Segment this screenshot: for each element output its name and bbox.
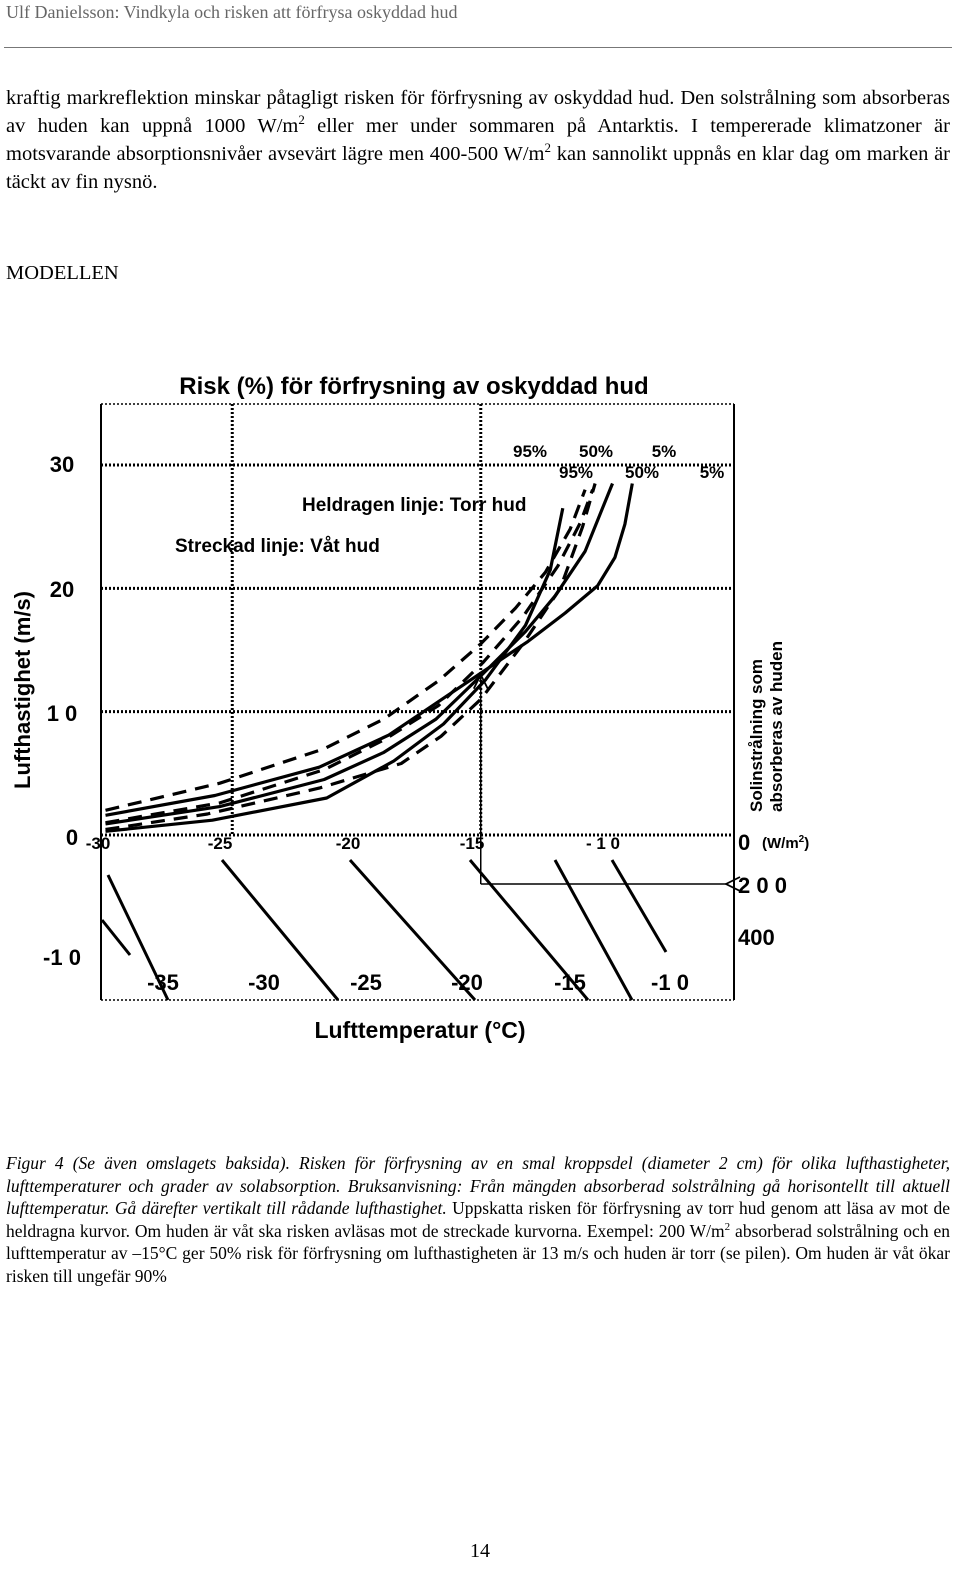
caption-lead: Figur 4 (Se även omslagets baksida). Risken för förfrysning av en smal kroppsdel (diameter 2 cm) för olika lufthastigheter, lufttemperaturer och grader av solabsorption. Bruksanvisning: Från mängden absorberad solstrålning gå horisontellt till aktuell lufttemperatur. Gå därefter vertikalt till rådande lufthastighet. (6, 1153, 950, 1218)
risk-chart (0, 360, 960, 1060)
caption-sup: 2 (724, 1220, 731, 1233)
y-tick-label: 30 (49, 452, 75, 477)
intro-sup-1: 2 (298, 112, 305, 128)
x-axis-label: Lufttemperatur (°C) (314, 1017, 526, 1043)
section-title: MODELLEN (6, 262, 119, 284)
radiation-diagonal (102, 920, 130, 955)
y-tick-labels (43, 452, 81, 970)
intro-text-3: kan sannolikt uppnås en klar dag om marken är täckt av fin nysnö. (6, 143, 950, 193)
risk-label-bottom: 50% (624, 463, 660, 482)
risk-label-top: 95% (512, 442, 548, 461)
curve-solid-50pct (106, 484, 613, 824)
x-tick-labels-outer (147, 970, 689, 995)
radiation-tick-label: 2 0 0 (738, 873, 787, 898)
x-tick-label-inner: -20 (335, 834, 361, 853)
risk-labels (513, 442, 724, 482)
intro-paragraph (6, 84, 950, 196)
legend-solid: Heldragen linje: Torr hud (302, 495, 527, 516)
x-tick-label-outer: -30 (248, 970, 280, 995)
radiation-tick-label: 400 (738, 925, 775, 950)
y-tick-label: -1 0 (43, 945, 81, 970)
x-tick-label-inner: - 1 0 (585, 834, 621, 853)
example-arrow (474, 675, 740, 891)
header-rule (4, 47, 952, 48)
radiation-tick-label: 0 (738, 830, 751, 855)
chart-title: Risk (%) för förfrysning av oskyddad hud (179, 373, 649, 400)
y-axis-label: Lufthastighet (m/s) (10, 591, 35, 789)
x-tick-label-inner: -30 (85, 834, 111, 853)
risk-label-top: 5% (651, 442, 677, 461)
caption-text-2: absorberad solstrålning och en lufttemperatur av –15°C ger 50% risk för förfrysning om lufthastigheten är 13 m/s och huden är torr (se pilen). Om huden är våt ökar risken till ungefär 90% (6, 1220, 950, 1286)
x-tick-label-outer: -35 (147, 970, 179, 995)
radiation-unit: $(W/m^2)$ (762, 834, 810, 852)
intro-text-2: eller mer under sommaren på Antarktis. I tempererade klimatzoner är motsvarande absorptionsnivåer avsevärt lägre men 400-500 W/m (6, 115, 950, 165)
risk-label-top: 50% (578, 442, 614, 461)
x-tick-label-outer: -25 (350, 970, 382, 995)
curve-solid-5pct (106, 484, 633, 816)
running-header: Ulf Danielsson: Vindkyla och risken att förfrysa oskyddad hud (6, 2, 458, 22)
x-tick-label-outer: -15 (554, 970, 586, 995)
y-tick-label: 0 (65, 825, 79, 850)
intro-text-1: kraftig markreflektion minskar påtagligt risken för förfrysning av oskyddad hud. Den solstrålning som absorberas av huden kan uppnå 1000 W/m (6, 87, 950, 137)
chart-frame (101, 404, 734, 1000)
radiation-diagonal (222, 860, 338, 1000)
x-tick-label-inner: -15 (459, 834, 485, 853)
x-tick-label-inner: -25 (207, 834, 233, 853)
page-number: 14 (470, 1540, 490, 1562)
y-tick-label: 20 (49, 577, 75, 602)
x-tick-label-outer: -20 (451, 970, 483, 995)
intro-sup-2: 2 (544, 140, 551, 156)
radiation-label-line1: Solinstrålning som (747, 658, 766, 812)
radiation-diagonal (612, 860, 666, 952)
radiation-label-line2: absorberas av huden (767, 640, 786, 812)
figure-caption (6, 1152, 950, 1287)
legend-dashed: Streckad linje: Våt hud (175, 536, 380, 557)
x-tick-label-outer: -1 0 (651, 970, 689, 995)
risk-label-bottom: 95% (558, 463, 594, 482)
y-tick-label: 1 0 (46, 701, 78, 726)
risk-label-bottom: 5% (699, 463, 725, 482)
x-tick-labels-inner (86, 834, 620, 853)
caption-text-1: Uppskatta risken för förfrysning av torr hud genom att läsa av mot de heldragna kurvor. Om huden är våt ska risken avläsas mot de streckade kurvorna. Exempel: 200 W/m (6, 1198, 950, 1241)
